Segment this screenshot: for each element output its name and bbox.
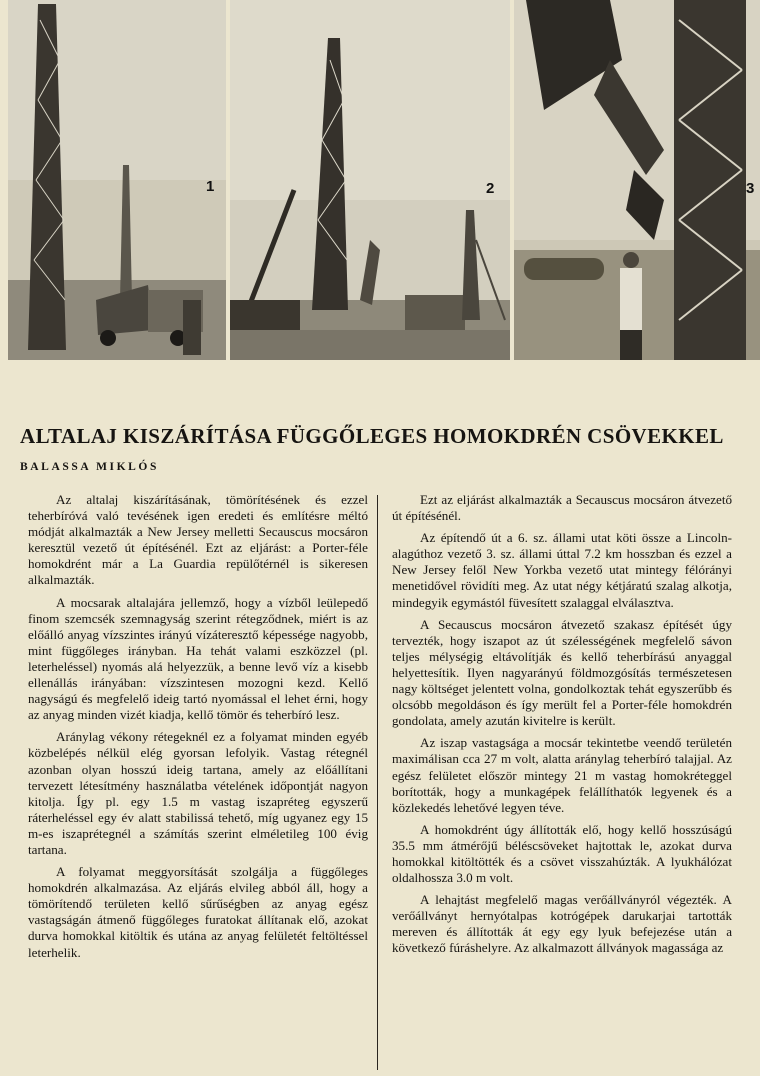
column-divider	[377, 495, 378, 1070]
paragraph: Az altalaj kiszárításának, tömörítésének és ezzel teherbíróvá való tevésének igen eredeti és említésre méltó módját alkalmazták a New Jersey melletti Secauscus mocsáron keresztül vezető út építésénél. Ezt az eljárást: a Porter-féle homokdrént már a La Guardia repülőtérnél is sikeresen alkalmazták.	[28, 492, 368, 588]
right-column	[392, 492, 732, 963]
photo-strip	[0, 0, 760, 362]
paragraph: Az iszap vastagsága a mocsár tekintetbe veendő területén maximálisan cca 27 m volt, alatta aránylag teherbíró talajjal. Az egész felületet először mintegy 21 m vastag homokréteggel borították, hogy a munkagépek felállíthatók legyenek és a közlekedés lehetővé legyen téve.	[392, 735, 732, 815]
photo-1-image	[8, 0, 226, 360]
photo-3-image	[514, 0, 760, 360]
paragraph: Ezt az eljárást alkalmazták a Secauscus mocsáron átvezető út építésénél.	[392, 492, 732, 524]
photo-2-image	[230, 0, 510, 360]
photo-3	[514, 0, 760, 360]
paragraph: A lehajtást megfelelő magas verőállványról végezték. A verőállványt hernyótalpas kotrógépek darukarjai tartották mereven és állították át egy egy lyuk befejezése után a következő fúráshelyre. Az alkalmazott állványok magassága az	[392, 892, 732, 956]
photo-2-number: 2	[486, 180, 495, 197]
paragraph: A Secauscus mocsáron átvezető szakasz építését úgy tervezték, hogy iszapot az út szélességének megfelelő sávon teljes mélységig eltávolítják és kellő teherbírású anyaggal helyettesítik. Ilyen nagyarányú földmozgósítás természetesen nagy költséget jelentett volna, gondolkoztak tehát egyszerűbb és olcsóbb megoldáson és így merült fel a Porter-féle homokdrén gondolata, amely azután kivitelre is került.	[392, 616, 732, 729]
paragraph: A mocsarak altalajára jellemző, hogy a vízből leülepedő finom szemcsék szemnagyság szerint rétegződnek, miért is az előálló anyag vízszintes irányú vízáteresztő képessége nagyobb, mint függőleges irányban. Ha tehát valami eszközzel (pl. leterheléssel) nyomás alá helyezzük, a benne levő víz a kisebb ellenállás irányában: vízszintesen mozogni kezd. Kellő nagyságú és megfelelő ideig tartó nyomással el lehet érni, hogy az anyag minden vizét kiadja, kellő tömör és teherbíró lesz.	[28, 594, 368, 723]
paragraph: A homokdrént úgy állították elő, hogy kellő hosszúságú 35.5 mm átmérőjű béléscsöveket hajtottak le, azokat durva homokkal kitöltötték és a csövet visszahúzták. A lyukhálózat oldalhossza 3.0 m volt.	[392, 821, 732, 886]
left-column	[28, 492, 368, 967]
paragraph: Az építendő út a 6. sz. állami utat köti össze a Lincoln-alagúthoz vezető 3. sz. állami úttal 7.2 km hosszban és ezzel a New Jersey felől New Yorkba vezető utat mintegy félórányi menetidővel rövidíti meg. Az utat négy kétjáratú szalag alkotja, mindegyik egymástól füvesített szalaggal elválasztva.	[392, 530, 732, 610]
article-author: BALASSA MIKLÓS	[20, 461, 159, 473]
photo-3-number: 3	[746, 180, 755, 197]
photo-2	[230, 0, 510, 360]
paragraph: A folyamat meggyorsítását szolgálja a függőleges homokdrén alkalmazása. Az eljárás elvileg abból áll, hogy a tömörítendő területen kellő sűrűségben az anyag egész vastagságán átmenő függőleges furatokat állítanak elő, azokat durva homokkal kitöltik és utána az anyag felületét feltöltéssel leterhelik.	[28, 864, 368, 960]
article-title: ALTALAJ KISZÁRÍTÁSA FÜGGŐLEGES HOMOKDRÉN CSÖVEKKEL	[20, 424, 724, 448]
photo-1-number: 1	[206, 178, 215, 195]
paragraph: Aránylag vékony rétegeknél ez a folyamat minden egyéb közbelépés nélkül elég gyorsan lefolyik. Vastag rétegnél azonban olyan hosszú ideig tartana, amely az előállítani tervezett létesítmény használatba vételének időpontját nagyon kitolja. Így pl. egy 1.5 m vastag iszapréteg egyszerű ráterheléssel egy év alatt stabilissá tehető, míg ugyanez egy 15 m-es iszaprétegnél a számítás szerint elméletileg 100 évig tartana.	[28, 729, 368, 857]
photo-1	[8, 0, 226, 360]
